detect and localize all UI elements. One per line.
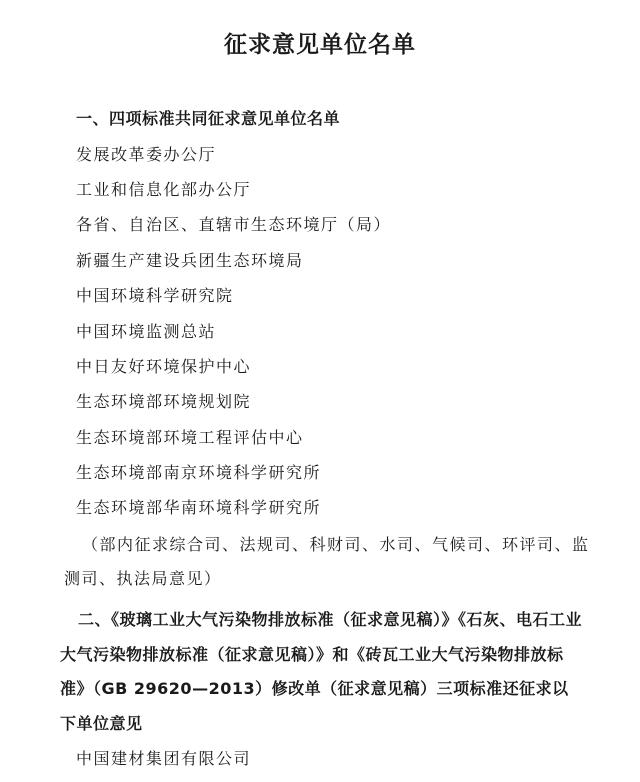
list-item: 中国环境科学研究院 (76, 286, 234, 305)
list-item: 生态环境部环境工程评估中心 (76, 428, 304, 447)
list-item: 工业和信息化部办公厅 (76, 180, 252, 199)
list-item: 生态环境部环境规划院 (76, 392, 252, 411)
list-item: 生态环境部南京环境科学研究所 (76, 463, 322, 482)
list-item: 发展改革委办公厅 (76, 145, 217, 164)
list-item: 中日友好环境保护中心 (76, 357, 252, 376)
page-title: 征求意见单位名单 (224, 32, 416, 58)
list-item: 生态环境部华南环境科学研究所 (76, 498, 322, 517)
list-item: 中国建材集团有限公司 (76, 749, 252, 768)
list-item: 各省、自治区、直辖市生态环境厅（局） (76, 215, 392, 234)
section2-heading: 二、《玻璃工业大气污染物排放标准（征求意见稿）》《石灰、电石工业大气污染物排放标准（征求意见稿）》和《砖瓦工业大气污染物排放标准》（GB 29620—2013）修改单（征求意见稿）三项标准还征求以下单位意见 (60, 610, 583, 733)
list-item: 中国环境监测总站 (76, 322, 217, 341)
section1-note: （部内征求综合司、法规司、科财司、水司、气候司、环评司、监测司、执法局意见） (64, 535, 590, 588)
section1-heading: 一、四项标准共同征求意见单位名单 (76, 109, 341, 128)
list-item: 新疆生产建设兵团生态环境局 (76, 251, 304, 270)
